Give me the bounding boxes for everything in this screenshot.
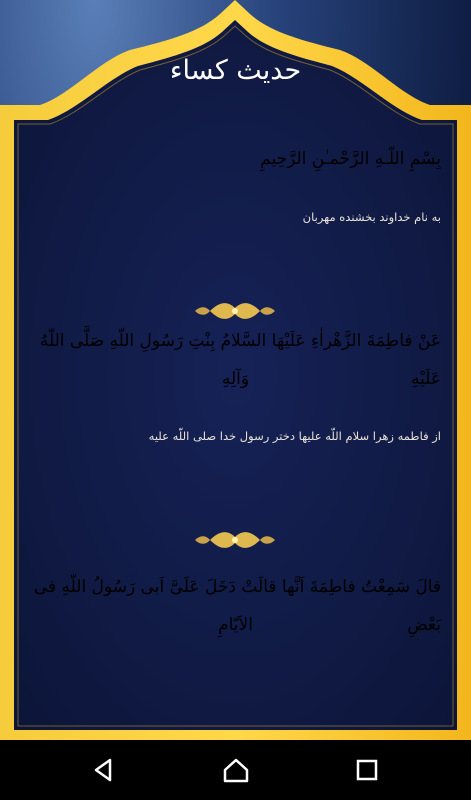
arabic-text: بِسْمِ اللّـهِ الرَّحْمـٰنِ الرَّحِيمِ <box>260 149 441 169</box>
arabic-text: عَنْ فاطِمَةَ الزَّهْراٰءِ عَلَيْهَا السَّلامُ بِنْتِ رَسُولِ اللّهِ صَلَّى اللّهُ عَلَيْهِ <box>39 331 441 389</box>
arabic-text: قالَ سَمِعْتُ فاطِمَةَ اَنَّها قالَتْ دَخَلَ عَلَىَّ اَبى رَسُولُ اللّهِ فى بَعْضِ <box>33 577 441 635</box>
home-icon[interactable] <box>221 755 251 785</box>
page-title: حدیث کساء <box>169 55 302 86</box>
system-navigation-bar <box>0 740 471 800</box>
persian-translation: از فاطمه زهرا سلام اللّه عليها دختر رسول خدا صلى اللّه عليه <box>148 429 441 443</box>
ornament-divider <box>70 525 401 555</box>
back-icon[interactable] <box>88 755 118 785</box>
arabic-text-continuation: الاَيّامِ <box>218 615 253 635</box>
persian-translation: به نام خداوند بخشنده مهربان <box>302 210 441 224</box>
arabic-text-continuation: وَآلِهِ <box>221 369 250 389</box>
recents-icon[interactable] <box>352 755 382 785</box>
